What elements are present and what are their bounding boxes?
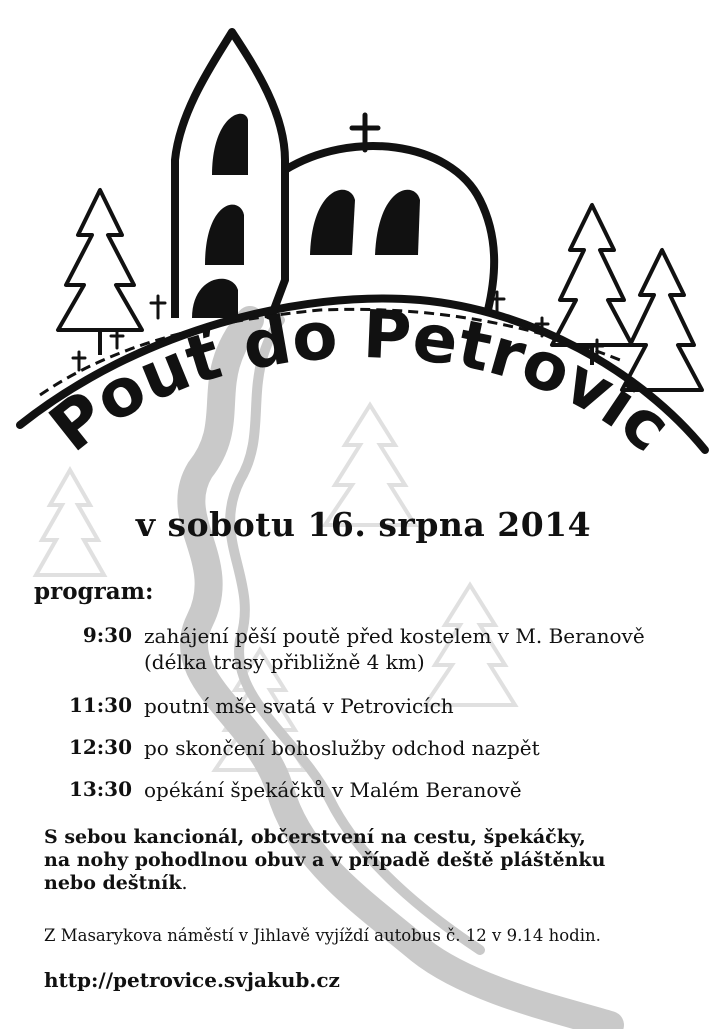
bus-note: Z Masarykova náměstí v Jihlavě vyjíždí autobus č. 12 v 9.14 hodin. <box>44 926 601 945</box>
program-heading: program: <box>34 578 154 605</box>
poster-title: Pouť do Petrovic <box>35 295 686 467</box>
event-date: v sobotu 16. srpna 2014 <box>135 505 592 544</box>
bring-line: nebo deštník <box>44 872 182 894</box>
schedule-desc: opékání špekáčků v Malém Beranově <box>144 778 522 802</box>
schedule-desc <box>144 623 645 675</box>
church-tower <box>175 32 285 320</box>
schedule-line: (délka trasy přibližně 4 km) <box>144 650 425 674</box>
bring-along-note <box>44 826 684 895</box>
bring-line: na nohy pohodlnou obuv a v případě deště pláštěnku <box>44 849 606 871</box>
website-link[interactable]: http://petrovice.svjakub.cz <box>44 968 340 992</box>
schedule-time: 9:30 <box>82 623 132 647</box>
schedule-time: 13:30 <box>68 777 132 801</box>
schedule-row <box>40 777 700 803</box>
schedule-time: 12:30 <box>68 735 132 759</box>
schedule-row <box>40 693 700 719</box>
schedule-time: 11:30 <box>68 693 132 717</box>
schedule-desc: poutní mše svatá v Petrovicích <box>144 694 454 718</box>
bring-tail: . <box>181 872 188 894</box>
schedule-desc: po skončení bohoslužby odchod nazpět <box>144 736 540 760</box>
bring-line: S sebou kancionál, občerstvení na cestu, špekáčky, <box>44 826 586 848</box>
schedule-row <box>40 623 700 675</box>
bring-line-last <box>44 872 684 895</box>
schedule-line: zahájení pěší poutě před kostelem v M. Beranově <box>144 624 645 648</box>
schedule-row <box>40 735 700 761</box>
